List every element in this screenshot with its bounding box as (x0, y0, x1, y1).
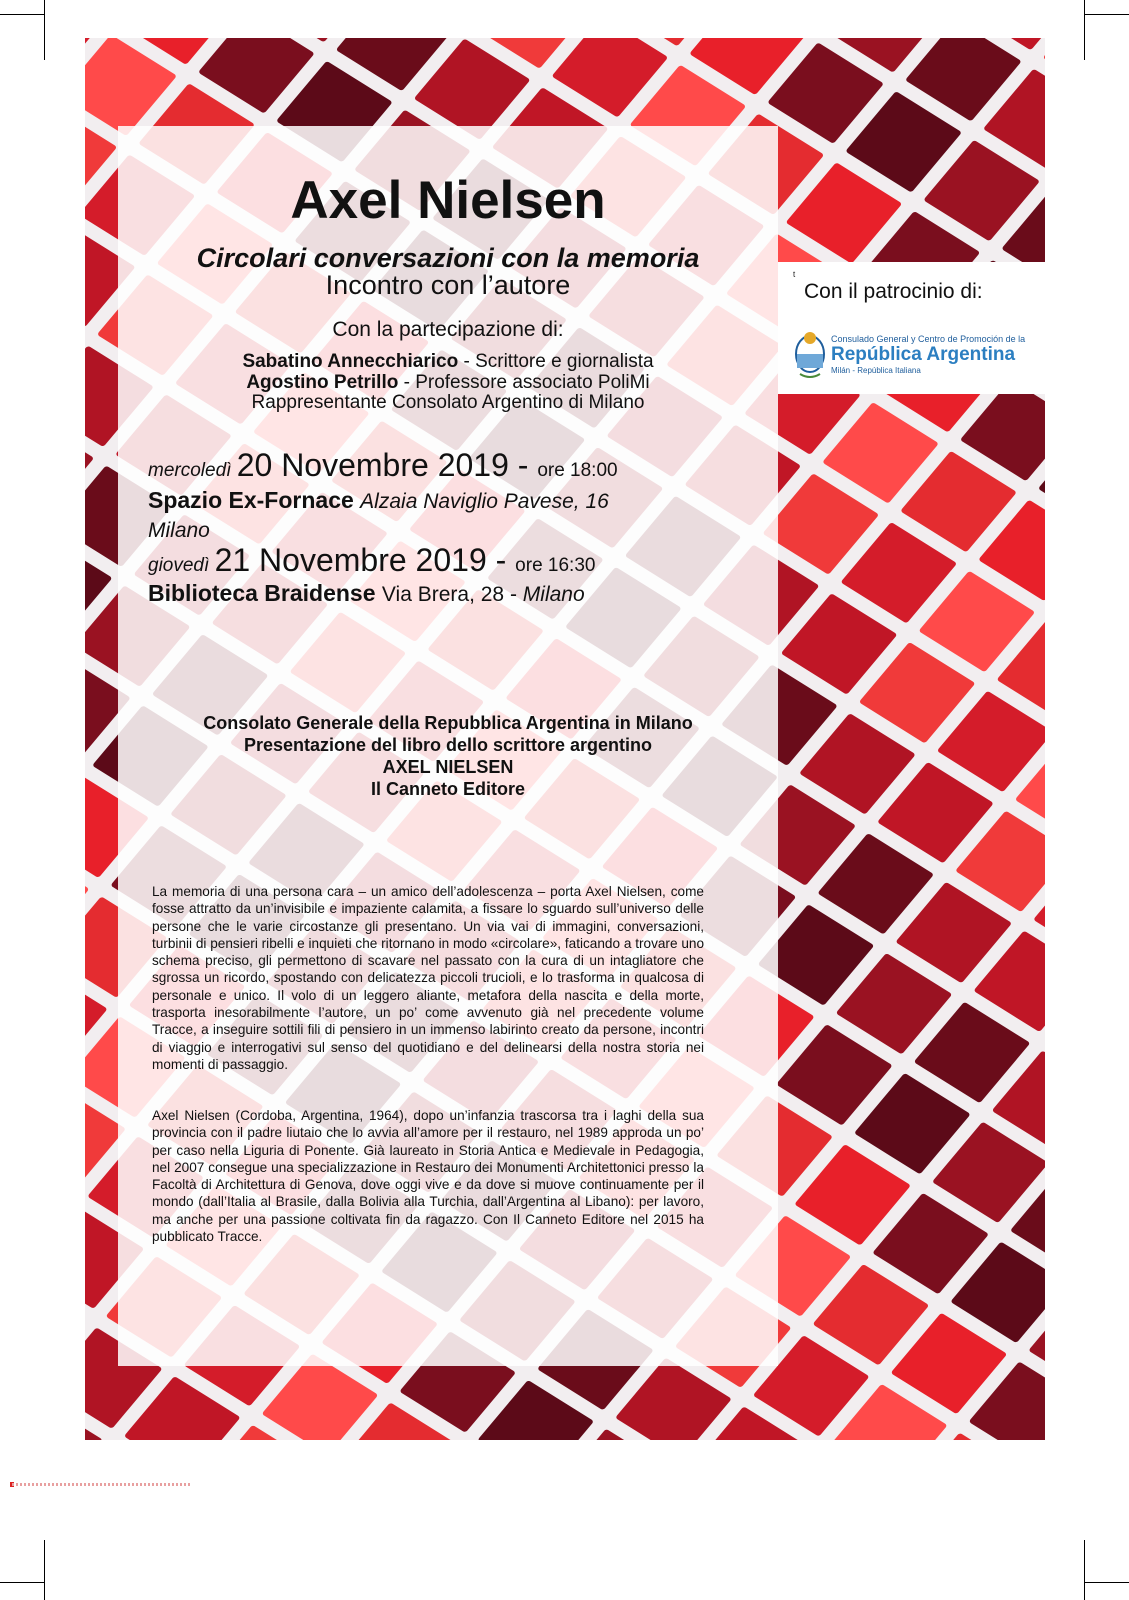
event-date: 21 Novembre 2019 (214, 542, 487, 578)
event-time: ore 18:00 (537, 460, 618, 481)
weekday: mercoledì (148, 460, 232, 481)
sponsor-label: Con il patrocinio di: (804, 280, 983, 303)
organizer-line: Consolato Generale della Repubblica Argentina in Milano (203, 713, 693, 733)
venue-city: Milano (522, 583, 585, 606)
crop-mark (44, 1540, 45, 1600)
biography-paragraph: Axel Nielsen (Cordoba, Argentina, 1964), dopo un’infanzia trascorsa tra i laghi della sua provincia con il padre liutaio che lo avvia all’amore per il restauro, nel 1989 approda un po’ per caso nella Liguria di Ponente. Già laureato in Storia Antica e Medievale in Pedagogia, nel 2007 consegue una specializzazione in Restauro dei Monumenti Architettonici presso la Facoltà di Architettura di Genova, dove oggi vive e da dove si muove continuamente per il mondo (dall’Italia al Brasile, dalla Bolivia alla Turchia, dall’Argentina al Libano): per lavoro, ma anche per una passione coltivata fin da ragazzo. Con Il Canneto Editore nel 2015 ha pubblicato Tracce. (152, 1108, 704, 1245)
date-line (148, 542, 595, 579)
event-date: 20 Novembre 2019 (236, 447, 509, 483)
crop-mark (1084, 1540, 1085, 1600)
crop-mark (1084, 0, 1085, 60)
crop-mark (0, 14, 45, 15)
print-info-strip (12, 1483, 192, 1486)
guest-role: - Scrittore e giornalista (458, 351, 654, 372)
crop-mark (44, 0, 45, 60)
organizer-line: Il Canneto Editore (370, 779, 525, 799)
date-line (148, 447, 618, 484)
participation-label: Con la partecipazione di: (332, 318, 564, 341)
crop-mark (1084, 1582, 1129, 1583)
date-separator: - (508, 447, 538, 483)
sponsor-mark: t (793, 270, 796, 279)
venue-city-line (148, 516, 210, 543)
logo-title: República Argentina (831, 344, 1016, 365)
guest-line (118, 351, 778, 373)
description-paragraph: La memoria di una persona cara – un amico dell’adolescenza – porta Axel Nielsen, come fosse attratto da un’invisibile e impaziente calamita, a fissare lo sguardo sull’universo delle persone che le varie circostanze gli presentano. Un via vai di immagini, conversazioni, turbinii di pensieri ribelli e inquieti che ritornano in modo «circolare», faticando a trovare uno schema preciso, gli permettono di scavare nel passato con la cura di un intagliatore che sgrossa un ricordo, spostando con delicatezza piccoli trucioli, e lo trasforma in qualcosa di personale e unico. Il volo di un leggero aliante, metafora della nascita e della morte, trasporta inesorabilmente l’autore, un po’ come avvenuto già nel precedente volume Tracce, a inseguire sottili fili di pensiero in un immenso labirinto creato da persone, incontri di viaggio e interrogativi sul senso del quotidiano e del delinearsi della nostra storia nei momenti di passaggio. (152, 884, 704, 1072)
guest-role: Rappresentante Consolato Argentino di Milano (251, 392, 645, 413)
crop-mark (1084, 14, 1129, 15)
venue-city: Milano (148, 519, 210, 542)
guest-line (118, 392, 778, 414)
organizer-line: AXEL NIELSEN (382, 757, 514, 777)
weekday: giovedì (148, 555, 210, 576)
crop-mark (0, 1582, 45, 1583)
guest-name: Sabatino Annecchiarico (242, 351, 459, 372)
organizer-line: Presentazione del libro dello scrittore argentino (243, 735, 653, 755)
page-title: Axel Nielsen (290, 171, 606, 230)
argentina-seal-icon (788, 324, 832, 380)
address-separator: - (504, 583, 523, 606)
venue-line (148, 487, 609, 514)
venue-address: Alzaia Naviglio Pavese, 16 (360, 490, 609, 513)
venue-address: Via Brera, 28 (381, 583, 505, 606)
logo-line: Consulado General y Centro de Promoción de la (831, 334, 1026, 344)
logo-line: Milán - República Italiana (831, 366, 921, 375)
guest-line (118, 372, 778, 394)
venue-name: Spazio Ex-Fornace (148, 487, 354, 513)
book-subtitle: Circolari conversazioni con la memoria (196, 243, 700, 273)
guest-role: - Professore associato PoliMi (398, 372, 650, 393)
event-time: ore 16:30 (515, 555, 596, 576)
event-type: Incontro con l’autore (325, 270, 571, 300)
venue-name: Biblioteca Braidense (148, 580, 376, 606)
venue-line (148, 580, 585, 607)
guest-name: Agostino Petrillo (246, 372, 399, 393)
date-separator: - (486, 542, 516, 578)
